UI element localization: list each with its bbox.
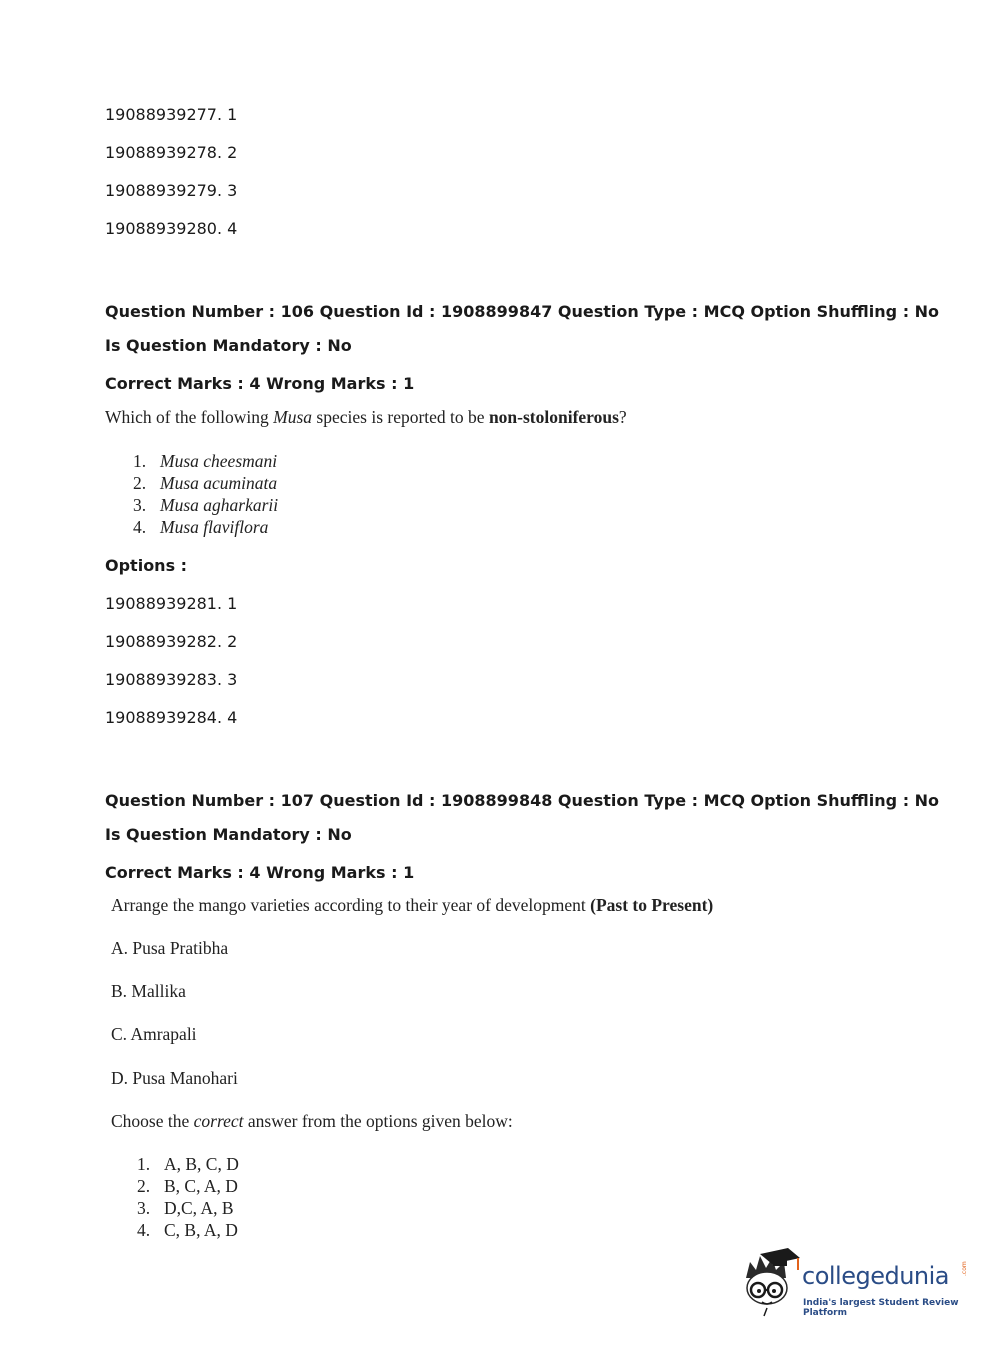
q107-choice-list <box>137 1153 239 1241</box>
q107-choose-post: answer from the options given below: <box>243 1111 513 1131</box>
q106-question-pre: Which of the following <box>105 407 274 427</box>
logo-suffix: .com <box>961 1261 968 1276</box>
q107-question <box>111 895 713 916</box>
q107-item-a: A. Pusa Pratibha <box>111 938 229 958</box>
q106-choice-4: 4. Musa flaviflora <box>133 517 269 537</box>
q106-option-1: 19088939281. 1 <box>105 594 238 613</box>
q106-options-label: Options : <box>105 556 188 575</box>
q107-choice-1: 1. A, B, C, D <box>137 1154 239 1174</box>
q106-question-post: ? <box>618 407 627 427</box>
q107-question-bold: (Past to Present) <box>590 895 714 915</box>
q107-marks: Correct Marks : 4 Wrong Marks : 1 <box>105 863 415 882</box>
collegedunia-logo <box>740 1248 970 1318</box>
q106-option-4: 19088939284. 4 <box>105 708 238 727</box>
q107-choice-4: 4. C, B, A, D <box>137 1220 238 1240</box>
q107-item-c: C. Amrapali <box>111 1024 197 1044</box>
q107-item-d: D. Pusa Manohari <box>111 1068 238 1088</box>
q107-choose-pre: Choose the <box>111 1111 194 1131</box>
prev-option-3: 19088939279. 3 <box>105 181 238 200</box>
q107-item-b: B. Mallika <box>111 981 186 1001</box>
prev-option-4: 19088939280. 4 <box>105 219 238 238</box>
q106-option-2: 19088939282. 2 <box>105 632 238 651</box>
q106-choice-list <box>133 450 278 538</box>
q106-choice-1: 1. Musa cheesmani <box>133 451 278 471</box>
q107-choose-instruction <box>111 1111 513 1132</box>
q106-option-3: 19088939283. 3 <box>105 670 238 689</box>
q107-question-pre: Arrange the mango varieties according to their year of development <box>111 895 591 915</box>
q107-choice-2: 2. B, C, A, D <box>137 1176 238 1196</box>
prev-option-1: 19088939277. 1 <box>105 105 238 124</box>
logo-tagline: India's largest Student Review Platform <box>803 1298 959 1318</box>
q106-question-mid: species is reported to be <box>312 407 489 427</box>
q107-header: Question Number : 107 Question Id : 1908899848 Question Type : MCQ Option Shuffling : No <box>105 791 940 810</box>
q106-header: Question Number : 106 Question Id : 1908899847 Question Type : MCQ Option Shuffling : No <box>105 302 940 321</box>
q107-choose-italic: correct <box>193 1111 244 1131</box>
q106-choice-2: 2. Musa acuminata <box>133 473 278 493</box>
q106-question-italic: Musa <box>273 407 313 427</box>
logo-wordmark: collegedunia <box>802 1262 950 1290</box>
q107-choice-3: 3. D,C, A, B <box>137 1198 234 1218</box>
q106-choice-3: 3. Musa agharkarii <box>133 495 279 515</box>
prev-option-2: 19088939278. 2 <box>105 143 238 162</box>
q106-question <box>105 407 627 428</box>
q106-marks: Correct Marks : 4 Wrong Marks : 1 <box>105 374 415 393</box>
q106-question-bold: non-stoloniferous <box>488 407 619 427</box>
q106-mandatory: Is Question Mandatory : No <box>105 336 352 355</box>
q107-mandatory: Is Question Mandatory : No <box>105 825 352 844</box>
mascot-icon <box>740 1248 802 1318</box>
